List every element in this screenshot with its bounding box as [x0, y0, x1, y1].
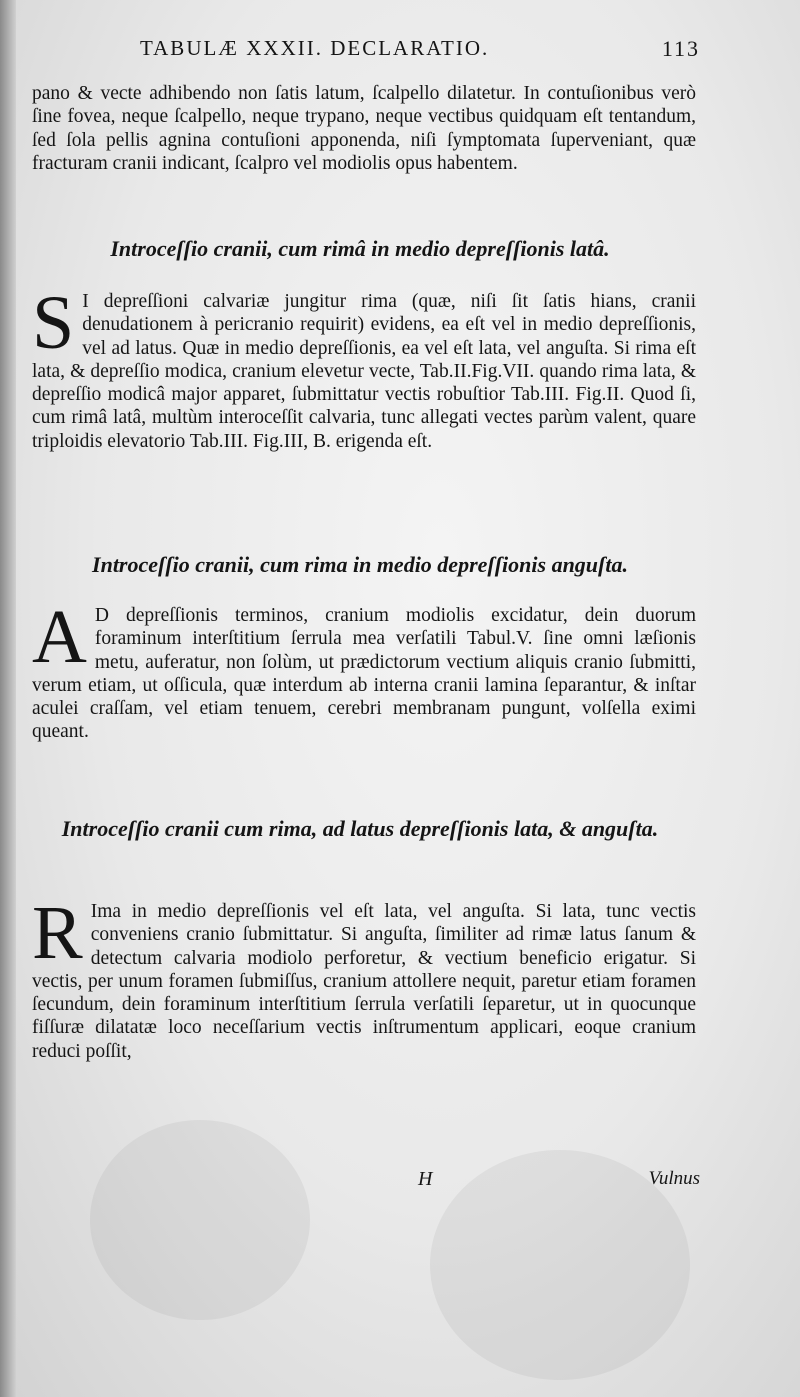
signature-mark: H — [418, 1168, 433, 1190]
drop-cap: R — [32, 891, 83, 975]
paragraph-continuation: pano & vecte adhibendo non ſatis latum, ſcalpello dilatetur. In contuſionibus verò ſine fovea, neque ſcalpello, neque trypano, neque vectibus quidquam eſt tentandum, ſed ſola pellis agnina contuſioni apponenda, niſi ſymptomata ſuperveniant, quæ fracturam cranii indicant, ſcalpro vel modiolis opus habentem. — [32, 83, 696, 174]
section-body: D depreſſionis terminos, cranium modiolis excidatur, dein duorum foraminum interſtitium ſerrula mea verſatili Tabul.V. ſine omni læſionis metu, auferatur, non ſolùm, ut prædictorum vectium aliquis cranio ſubmitti, verum etiam, ut oſſicula, quæ interdum ab interna cranii lamina ſeparantur, & inſtar aculei craſſam, vel etiam tenuem, cerebri membranam pungunt, volſella eximi queant. — [32, 605, 696, 743]
running-header — [140, 36, 700, 66]
page-number: 113 — [661, 36, 700, 61]
section-body: I depreſſioni calvariæ jungitur rima (quæ, niſi ſit ſatis hians, cranii denudationem à pericranio requirit) evidens, ea eſt vel in medio depreſſionis, vel ad latus. Quæ in medio depreſſionis, ea vel eſt lata, vel anguſta. Si rima eſt lata, & depreſſio modica, cranium elevetur vecte, Tab.II.Fig.VII. quando rima lata, & depreſſio modicâ major apparet, ſubmittatur vectis robuſtior Tab.III. Fig.II. Quod ſi, cum rimâ latâ, multùm interoceſſit calvaria, tunc allegati vectes parùm valent, quare triploidis elevatorio Tab.III. Fig.III, B. erigenda eſt. — [32, 291, 696, 452]
section-heading: Introceſſio cranii, cum rimâ in medio depreſſionis latâ. — [110, 236, 610, 261]
page-stain — [90, 1120, 310, 1320]
drop-cap: A — [32, 595, 87, 679]
catchword: Vulnus — [648, 1168, 700, 1189]
section-paragraph — [32, 595, 696, 744]
drop-cap: S — [32, 281, 75, 365]
section-paragraph — [32, 281, 696, 453]
section-paragraph — [32, 891, 696, 1063]
section-heading: Introceſſio cranii cum rima, ad latus depreſſionis lata, & anguſta. — [61, 816, 659, 841]
section-body: Ima in medio depreſſionis vel eſt lata, vel anguſta. Si lata, tunc vectis conveniens cranio ſubmittatur. Si anguſta, ſimiliter ad rimæ latus ſanum & detectum calvaria modiolo perforetur, & vectium beneficio erigatur. Si vectis, per unum foramen ſubmiſſus, cranium attollere nequit, paretur etiam foramen ſecundum, dein foraminum interſtitium ſerrula verſatili ſeparetur, ut in quocunque fiſſuræ dilatatæ loco neceſſarium vectis inſtrumentum applicari, eoque cranium reduci poſſit, — [32, 901, 696, 1062]
running-title: TABULÆ XXXII. DECLARATIO. — [140, 36, 490, 60]
page-spine-shadow — [0, 0, 16, 1397]
section-heading: Introceſſio cranii, cum rima in medio depreſſionis anguſta. — [92, 552, 628, 577]
